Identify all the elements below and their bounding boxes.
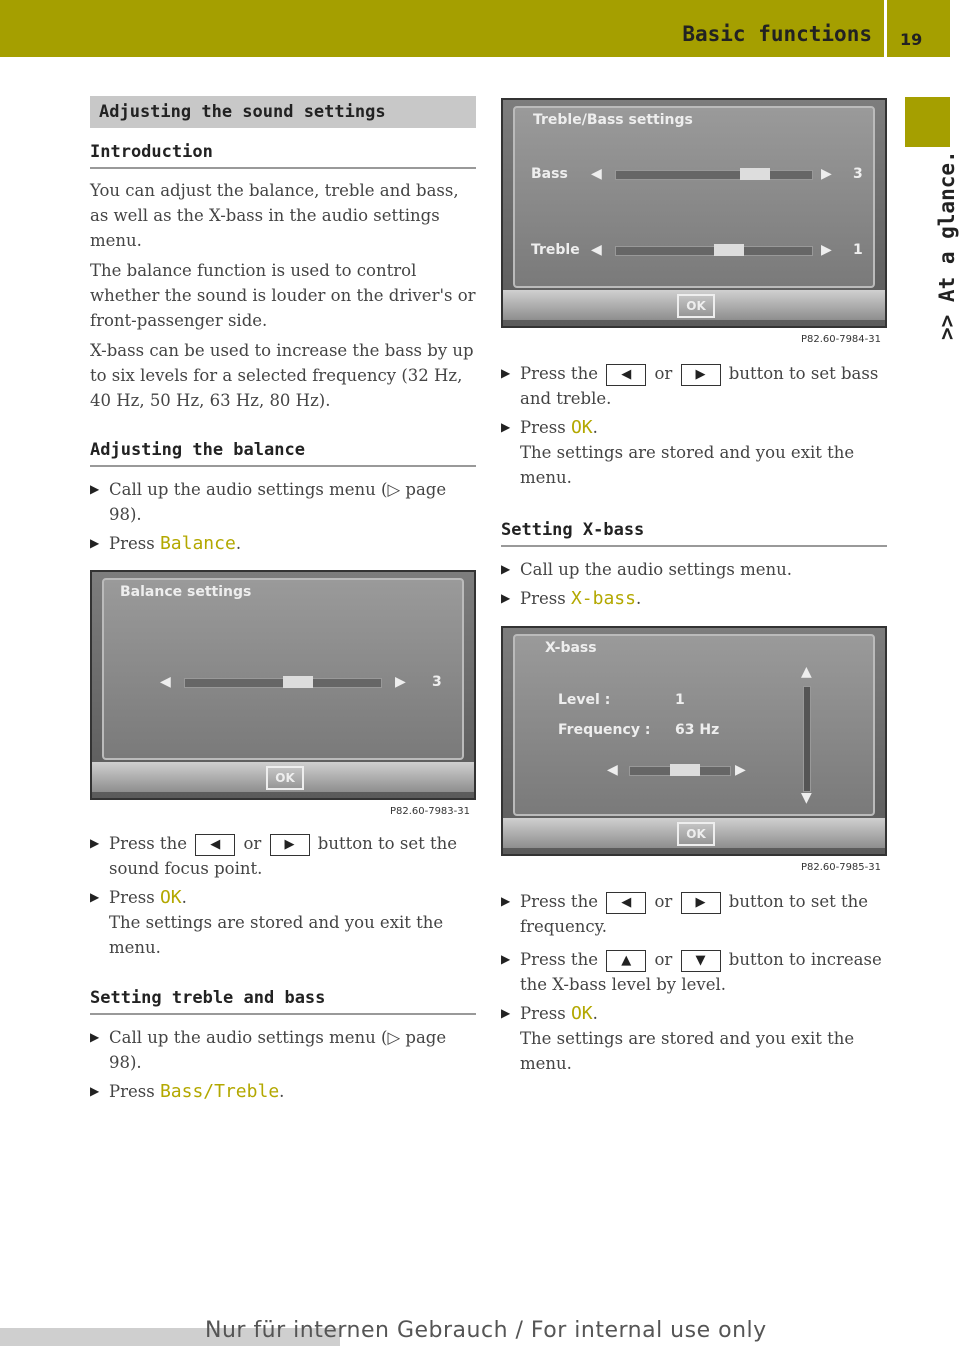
- xbass-menu-item: X-bass: [570, 588, 636, 609]
- treble-slider: [615, 246, 813, 256]
- up-key-icon: ▲: [606, 950, 646, 972]
- down-arrow-icon: ▼: [801, 790, 812, 806]
- down-key-icon: ▼: [681, 950, 721, 972]
- treble-screen: [501, 98, 887, 328]
- sidebar-label: [905, 150, 959, 350]
- ok-menu-item: OK: [159, 887, 182, 908]
- level-label: Level :: [558, 692, 611, 708]
- treble-step-1: ▶ Call up the audio settings menu (▷ page 98).: [90, 1025, 476, 1075]
- sidebar-label-text: >> At a glance.: [935, 150, 959, 340]
- left-key-icon: ◀: [606, 364, 646, 386]
- bullet-icon: ▶: [90, 536, 100, 550]
- page-header: [0, 0, 950, 57]
- balance-menu-item: Balance: [159, 533, 236, 554]
- balance-step-1: ▶ Call up the audio settings menu (▷ page 98).: [90, 477, 476, 527]
- right-arrow-icon: ▶: [821, 242, 832, 258]
- frequency-label: Frequency :: [558, 722, 651, 738]
- figure-code: P82.60-7984-31: [800, 334, 881, 345]
- xbass-ok-step: ▶ Press OK. The settings are stored and you exit the menu.: [501, 1003, 855, 1073]
- footer-watermark: Nur für internen Gebrauch / For internal use only: [205, 1318, 767, 1343]
- balance-value: 3: [432, 674, 442, 690]
- left-key-icon: ◀: [195, 834, 235, 856]
- treble-menu-item: Bass/Treble: [159, 1081, 280, 1102]
- xbass-step-1: ▶ Call up the audio settings menu.: [501, 557, 887, 582]
- level-value: 1: [675, 692, 685, 708]
- ok-button: OK: [677, 822, 715, 846]
- treble-label: Treble: [531, 242, 580, 258]
- left-arrow-icon: ◀: [591, 166, 602, 182]
- balance-heading: Adjusting the balance: [90, 440, 476, 467]
- bass-slider: [615, 170, 813, 180]
- frequency-slider: [629, 766, 731, 776]
- bullet-icon: ▶: [501, 952, 511, 966]
- frequency-value: 63 Hz: [675, 722, 720, 738]
- ok-bar: [503, 818, 885, 848]
- level-scrollbar: [803, 686, 811, 792]
- intro-paragraph-3: X-bass can be used to increase the bass by up to six levels for a selected frequency (32 Hz, 40 Hz, 50 Hz, 63 Hz, 80 Hz).: [90, 341, 474, 410]
- ok-step: ▶ Press OK. The settings are stored and you exit the menu.: [90, 887, 444, 957]
- figure-code: P82.60-7985-31: [800, 862, 881, 873]
- xbass-screen-title: X-bass: [545, 640, 597, 656]
- right-arrow-icon: ▶: [735, 762, 746, 778]
- page-number: 19: [900, 30, 923, 49]
- right-arrow-icon: ▶: [395, 674, 406, 690]
- right-key-icon: ▶: [681, 364, 721, 386]
- xbass-screen-figure: [501, 626, 887, 873]
- left-key-icon: ◀: [606, 892, 646, 914]
- bullet-icon: ▶: [90, 890, 100, 904]
- intro-paragraph-1: You can adjust the balance, treble and bass, as well as the X-bass in the audio settings menu.: [90, 181, 459, 250]
- balance-step-2: ▶ Press Balance.: [90, 533, 242, 554]
- balance-screen-title: Balance settings: [120, 584, 252, 600]
- xbass-screen: [501, 626, 887, 856]
- intro-paragraph-2: The balance function is used to control whether the sound is louder on the driver's or front-passenger side.: [90, 261, 476, 330]
- level-step: ▶ Press the ▲ or ▼ button to increase the X-bass level by level.: [501, 947, 887, 997]
- treble-value: 1: [853, 242, 863, 258]
- bullet-icon: ▶: [501, 366, 511, 380]
- treble-screen-title: Treble/Bass settings: [533, 112, 693, 128]
- bullet-icon: ▶: [90, 1030, 100, 1044]
- xbass-heading: Setting X-bass: [501, 520, 887, 547]
- bullet-icon: ▶: [501, 894, 511, 908]
- balance-screen: [90, 570, 476, 800]
- ok-button: OK: [677, 294, 715, 318]
- page-title: Basic functions: [682, 22, 872, 46]
- treble-step-2: ▶ Press Bass/Treble.: [90, 1081, 285, 1102]
- right-key-icon: ▶: [270, 834, 310, 856]
- right-arrow-icon: ▶: [821, 166, 832, 182]
- left-column: [90, 96, 476, 1104]
- treble-heading: Setting treble and bass: [90, 988, 476, 1015]
- left-arrow-icon: ◀: [591, 242, 602, 258]
- bullet-icon: ▶: [501, 420, 511, 434]
- focus-step: ▶ Press the ◀ or ▶ button to set the sound focus point.: [90, 831, 476, 881]
- bullet-icon: ▶: [90, 482, 100, 496]
- left-arrow-icon: ◀: [607, 762, 618, 778]
- section-title: Adjusting the sound settings: [90, 96, 476, 128]
- figure-code: P82.60-7983-31: [389, 806, 470, 817]
- freq-step: ▶ Press the ◀ or ▶ button to set the frequency.: [501, 889, 887, 939]
- bullet-icon: ▶: [90, 1084, 100, 1098]
- bass-value: 3: [853, 166, 863, 182]
- ok-button: OK: [266, 766, 304, 790]
- ok-bar: [92, 762, 474, 792]
- ok-bar: [503, 290, 885, 320]
- xbass-step-2: ▶ Press X-bass.: [501, 588, 642, 609]
- header-separator: [884, 0, 887, 57]
- bullet-icon: ▶: [501, 562, 511, 576]
- balance-screen-figure: [90, 570, 476, 817]
- bass-label: Bass: [531, 166, 568, 182]
- tb-step: ▶ Press the ◀ or ▶ button to set bass and treble.: [501, 361, 887, 411]
- treble-screen-figure: [501, 98, 887, 345]
- ok-menu-item: OK: [570, 417, 593, 438]
- intro-heading: Introduction: [90, 142, 476, 169]
- ok-menu-item: OK: [570, 1003, 593, 1024]
- right-key-icon: ▶: [681, 892, 721, 914]
- sidebar-tab: [905, 97, 950, 147]
- right-column: [501, 98, 887, 1076]
- tb-ok-step: ▶ Press OK. The settings are stored and you exit the menu.: [501, 417, 855, 487]
- bullet-icon: ▶: [501, 591, 511, 605]
- up-arrow-icon: ▲: [801, 664, 812, 680]
- bullet-icon: ▶: [501, 1006, 511, 1020]
- bullet-icon: ▶: [90, 836, 100, 850]
- left-arrow-icon: ◀: [160, 674, 171, 690]
- balance-slider: [184, 678, 382, 688]
